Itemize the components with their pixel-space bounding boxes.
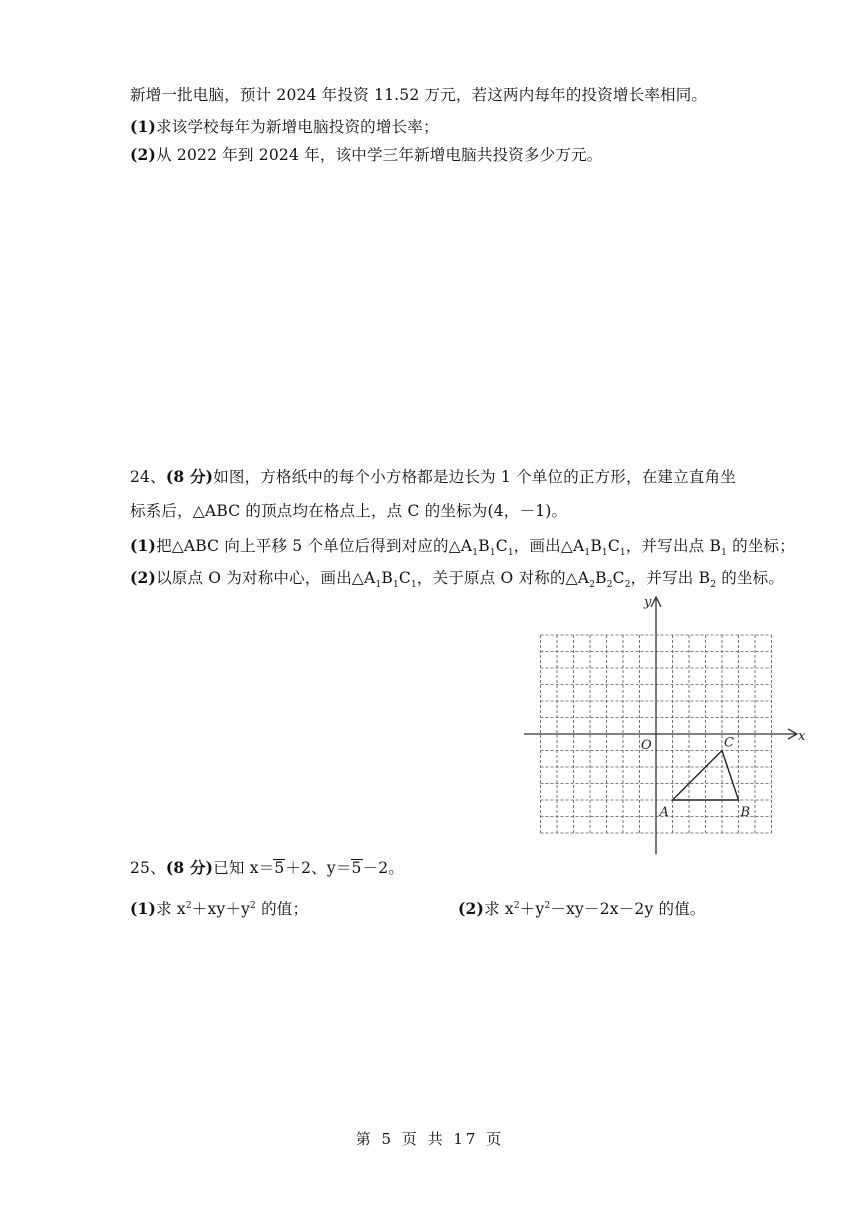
q25-part1: (1)求 $x^2+xy+y^2$ 的值； xyxy=(130,899,309,918)
page-footer: 第 5 页 共 17 页 xyxy=(355,1130,505,1148)
q24-stem-line2: 标系后，△ABC 的顶点均在格点上，点 C 的坐标为(4，－1)。 xyxy=(130,502,568,520)
q23-part1: (1)求该学校每年为新增电脑投资的增长率； xyxy=(130,117,439,136)
q23-part2: (2)从 2022 年到 2024 年，该中学三年新增电脑共投资多少万元。 xyxy=(130,145,603,164)
q24-stem-line1: 24、(8 分)如图，方格纸中的每个小方格都是边长为 1 个单位的正方形，在建立直角坐 xyxy=(130,467,736,486)
q25-part2: (2)求 $x^2+y^2-xy-2x-2y$ 的值。 xyxy=(458,899,706,918)
y-axis-label: y xyxy=(644,595,652,610)
q25-stem: 25、(8 分)已知 x＝5＋2、y＝5－2。 xyxy=(130,858,405,877)
x-axis-label: x xyxy=(798,729,806,744)
vertex-label-c: C xyxy=(724,735,734,751)
coordinate-grid-figure xyxy=(520,592,810,860)
vertex-label-a: A xyxy=(659,805,669,820)
q23-intro: 新增一批电脑，预计 2024 年投资 11.52 万元，若这两内每年的投资增长率相同。 xyxy=(130,86,708,104)
origin-label: O xyxy=(641,738,652,753)
q24-part2: (2)以原点 O 为对称中心，画出$\triangle A_1B_1C_1$，关于原点 O 对称的$\triangle A_2B_2C_2$，并写出 $B_2$ 的坐标。 xyxy=(130,568,785,591)
q24-part1: (1)把△ABC 向上平移 5 个单位后得到对应的$\triangle A_1B_1C_1$，画出$\triangle A_1B_1C_1$，并写出点 $B_1$ 的坐标； xyxy=(130,536,795,559)
vertex-label-b: B xyxy=(740,805,751,820)
